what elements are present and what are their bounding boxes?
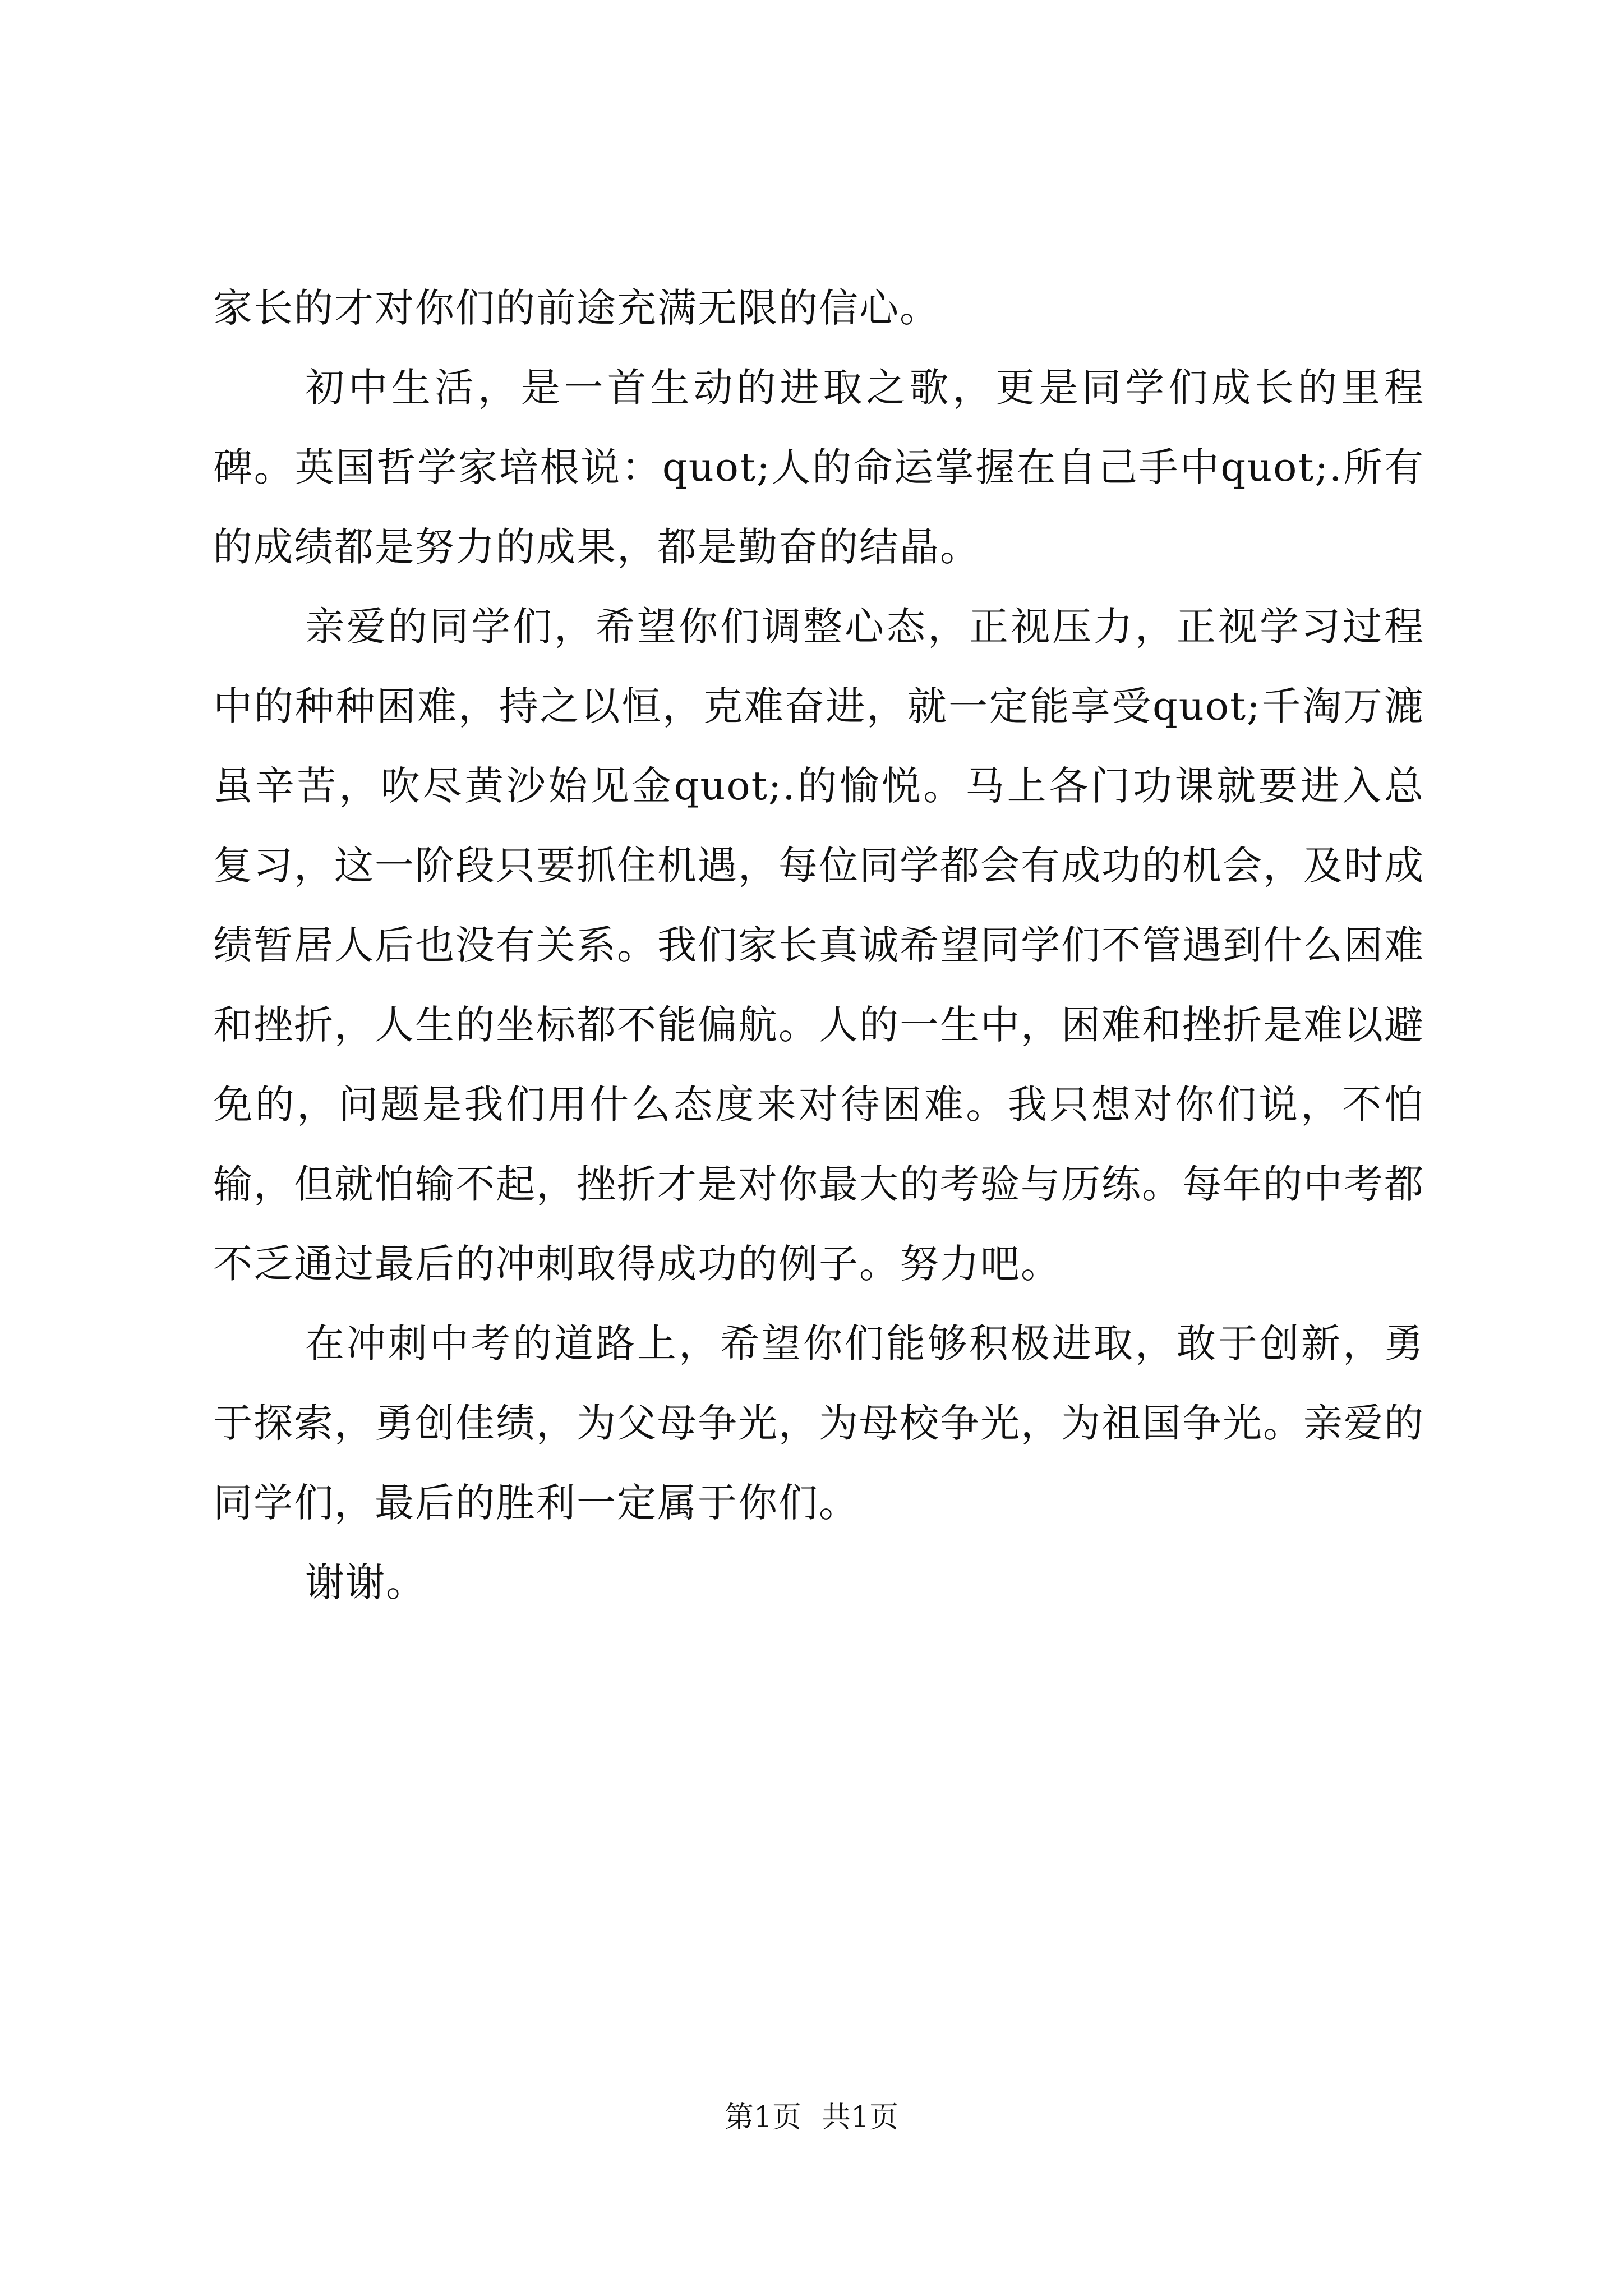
page-footer bbox=[0, 2095, 1623, 2140]
paragraph-junior-high-life: 初中生活，是一首生动的进取之歌，更是同学们成长的里程碑。英国哲学家培根说：quot;人的命运掌握在自己手中quot;.所有的成绩都是努力的成果，都是勤奋的结晶。 bbox=[213, 365, 1424, 570]
paragraph-continuation: 家长的才对你们的前途充满无限的信心。 bbox=[213, 285, 940, 331]
page-number-current: 第1页 bbox=[724, 2101, 801, 2134]
paragraph-dear-students: 亲爱的同学们，希望你们调整心态，正视压力，正视学习过程中的种种困难，持之以恒，克难奋进，就一定能享受quot;千淘万漉虽辛苦，吹尽黄沙始见金quot;.的愉悦。马上各门功课就要进入总复习，这一阶段只要抓住机遇，每位同学都会有成功的机会，及时成绩暂居人后也没有关系。我们家长真诚希望同学们不管遇到什么困难和挫折，人生的坐标都不能偏航。人的一生中，困难和挫折是难以避免的，问题是我们用什么态度来对待困难。我只想对你们说，不怕输，但就怕输不起，挫折才是对你最大的考验与历练。每年的中考都不乏通过最后的冲刺取得成功的例子。努力吧。 bbox=[213, 604, 1424, 1287]
document-body bbox=[213, 268, 1424, 1622]
paragraph-exam-sprint: 在冲刺中考的道路上，希望你们能够积极进取，敢于创新，勇于探索，勇创佳绩，为父母争光，为母校争光，为祖国争光。亲爱的同学们，最后的胜利一定属于你们。 bbox=[213, 1320, 1424, 1526]
paragraph-thanks: 谢谢。 bbox=[305, 1559, 426, 1605]
page-number-total: 共1页 bbox=[822, 2101, 899, 2134]
